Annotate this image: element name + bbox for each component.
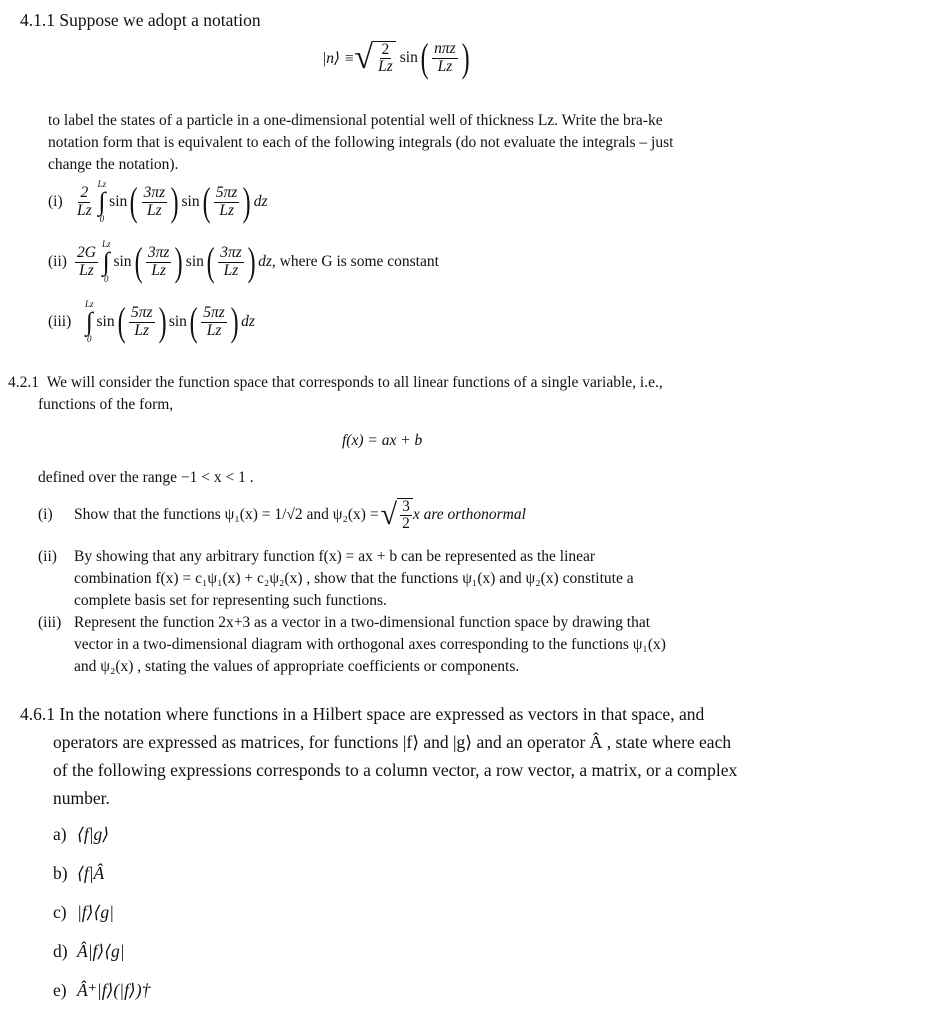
q461-item-c bbox=[53, 893, 150, 932]
item-label: (i) bbox=[48, 193, 63, 210]
ket-n: |n⟩ ≡ bbox=[322, 49, 355, 67]
radical-sign: √ bbox=[354, 39, 374, 76]
left-paren: ( bbox=[420, 35, 429, 80]
arg2-den: Lz bbox=[223, 261, 239, 279]
arg2-num: 5πz bbox=[203, 304, 225, 322]
arg2-den: Lz bbox=[219, 201, 235, 219]
q421-line: functions of the form, bbox=[38, 396, 174, 413]
item-text: Show that the functions ψ₁(x) = 1/√2 and ψ₂(x) = bbox=[74, 506, 379, 524]
q411-item-ii: (ii) $\frac{2G}{Lz}$ Lz ∫ 0 sin ( $\frac{3\pi z}{Lz}$ ) sin ( $\frac{3\pi z}{Lz}$ ) dz , where G is some constant bbox=[48, 239, 439, 284]
q411-number: 4.1.1 bbox=[20, 10, 55, 30]
sin-label: sin bbox=[109, 193, 128, 210]
arg1-den: Lz bbox=[134, 321, 150, 339]
item-text: x are orthonormal bbox=[412, 506, 526, 524]
sin-label: sin bbox=[399, 49, 418, 66]
q461-intro bbox=[20, 700, 737, 812]
q461-number: 4.6.1 bbox=[20, 704, 55, 724]
q461-line: number. bbox=[53, 788, 110, 808]
q421-range: defined over the range −1 < x < 1 . bbox=[38, 469, 254, 486]
item-expr: |f⟩⟨g| bbox=[77, 902, 114, 922]
q411-paragraph bbox=[48, 110, 673, 176]
sin-label: sin bbox=[185, 253, 204, 270]
item-text: By showing that any arbitrary function f(x) = ax + b can be represented as the linear bbox=[74, 548, 596, 565]
arg-den: Lz bbox=[437, 57, 453, 75]
q411-para-line: to label the states of a particle in a one-dimensional potential well of thickness Lz. Write the bra-ke bbox=[48, 112, 663, 129]
q461-item-e bbox=[53, 971, 150, 1010]
item-label: a) bbox=[53, 824, 67, 844]
item-text: complete basis set for representing such functions. bbox=[74, 592, 387, 609]
item-text: Represent the function 2x+3 as a vector in a two-dimensional function space by drawing that bbox=[74, 614, 651, 631]
arg2-den: Lz bbox=[206, 321, 222, 339]
item-label: d) bbox=[53, 941, 68, 961]
sin-label: sin bbox=[113, 253, 132, 270]
q421-line: We will consider the function space that corresponds to all linear functions of a single variable, i.e., bbox=[46, 374, 663, 391]
arg-num: nπz bbox=[434, 40, 456, 58]
sqrt-den: Lz bbox=[378, 58, 393, 75]
q411-heading bbox=[20, 10, 261, 31]
sqrt bbox=[354, 41, 395, 76]
sin-label: sin bbox=[181, 193, 200, 210]
prefactor-den: Lz bbox=[79, 261, 94, 279]
q411-item-i: (i) $\frac{2}{Lz}$ Lz ∫ 0 sin ( $\frac{3\pi z}{Lz}$ ) sin ( $\frac{5\pi z}{Lz}$ ) dz bbox=[48, 179, 268, 224]
q461-line: In the notation where functions in a Hilbert space are expressed as vectors in that space, and bbox=[59, 704, 705, 724]
integral-sign: Lz ∫ 0 bbox=[101, 239, 111, 284]
item-label: (i) bbox=[38, 506, 53, 524]
item-label: e) bbox=[53, 980, 67, 1000]
q411-intro: Suppose we adopt a notation bbox=[59, 10, 261, 30]
integral-sign: Lz ∫ 0 bbox=[85, 299, 94, 344]
q461-items bbox=[53, 815, 150, 1010]
sqrt-num: 3 bbox=[402, 498, 410, 515]
sin-label: sin bbox=[168, 313, 187, 330]
dz: dz bbox=[258, 253, 272, 270]
item-text: vector in a two-dimensional diagram with orthogonal axes corresponding to the functions ψ₁(x) bbox=[74, 636, 666, 653]
prefactor-den: Lz bbox=[77, 201, 92, 219]
dz: dz bbox=[253, 193, 268, 210]
item-label: (iii) bbox=[48, 313, 72, 330]
q421-item-i bbox=[38, 498, 526, 533]
q411-item-iii: (iii) Lz ∫ 0 sin ( $\frac{5\pi z}{Lz}$ ) sin ( $\frac{5\pi z}{Lz}$ ) dz bbox=[48, 299, 255, 344]
q421-item-iii bbox=[38, 612, 666, 678]
arg1-num: 3πz bbox=[143, 184, 166, 202]
q421-intro bbox=[8, 372, 663, 416]
sqrt-den: 2 bbox=[402, 515, 410, 533]
prefactor-num: 2 bbox=[80, 184, 89, 202]
arg2-num: 5πz bbox=[215, 184, 238, 202]
dz: dz bbox=[241, 313, 255, 330]
q411-para-line: change the notation). bbox=[48, 156, 179, 173]
q411-definition-equation bbox=[322, 35, 472, 80]
item-expr: Â|f⟩⟨g| bbox=[77, 941, 125, 961]
q461-item-b bbox=[53, 854, 150, 893]
right-paren: ) bbox=[461, 35, 470, 80]
arg1-den: Lz bbox=[147, 201, 162, 219]
q421-number: 4.2.1 bbox=[8, 374, 39, 391]
q411-para-line: notation form that is equivalent to each of the following integrals (do not evaluate the integrals – just bbox=[48, 134, 674, 151]
prefactor-num: 2G bbox=[77, 244, 96, 262]
arg1-num: 5πz bbox=[130, 304, 153, 322]
arg2-num: 3πz bbox=[220, 244, 242, 262]
item-expr: ⟨f|Â bbox=[77, 863, 105, 883]
sin-label: sin bbox=[96, 313, 115, 330]
sqrt: √ $\frac{3}{2}$ bbox=[381, 498, 413, 533]
item-label: c) bbox=[53, 902, 67, 922]
item-tail: , where G is some constant bbox=[271, 253, 439, 270]
q461-line: operators are expressed as matrices, for functions |f⟩ and |g⟩ and an operator Â , state where each bbox=[53, 732, 732, 752]
q421-equation: f(x) = ax + b bbox=[342, 432, 423, 449]
arg1-den: Lz bbox=[151, 261, 166, 279]
item-label: (iii) bbox=[38, 614, 62, 631]
item-text: and ψ₂(x) , stating the values of appropriate coefficients or components. bbox=[74, 658, 520, 675]
item-text: combination f(x) = c₁ψ₁(x) + c₂ψ₂(x) , show that the functions ψ₁(x) and ψ₂(x) constitute a bbox=[74, 570, 634, 587]
item-expr: ⟨f|g⟩ bbox=[77, 824, 110, 844]
q461-line: of the following expressions corresponds to a column vector, a row vector, a matrix, or a complex bbox=[53, 760, 738, 780]
item-label: (ii) bbox=[48, 253, 67, 270]
integral-sign: Lz ∫ 0 bbox=[97, 179, 107, 224]
sqrt-num: 2 bbox=[381, 40, 390, 58]
item-expr: Â⁺|f⟩(|f⟩)† bbox=[77, 980, 151, 1000]
q461-item-d bbox=[53, 932, 150, 971]
q461-item-a bbox=[53, 815, 150, 854]
item-label: (ii) bbox=[38, 548, 57, 565]
item-label: b) bbox=[53, 863, 68, 883]
arg1-num: 3πz bbox=[147, 244, 170, 262]
q421-item-ii bbox=[38, 546, 634, 612]
